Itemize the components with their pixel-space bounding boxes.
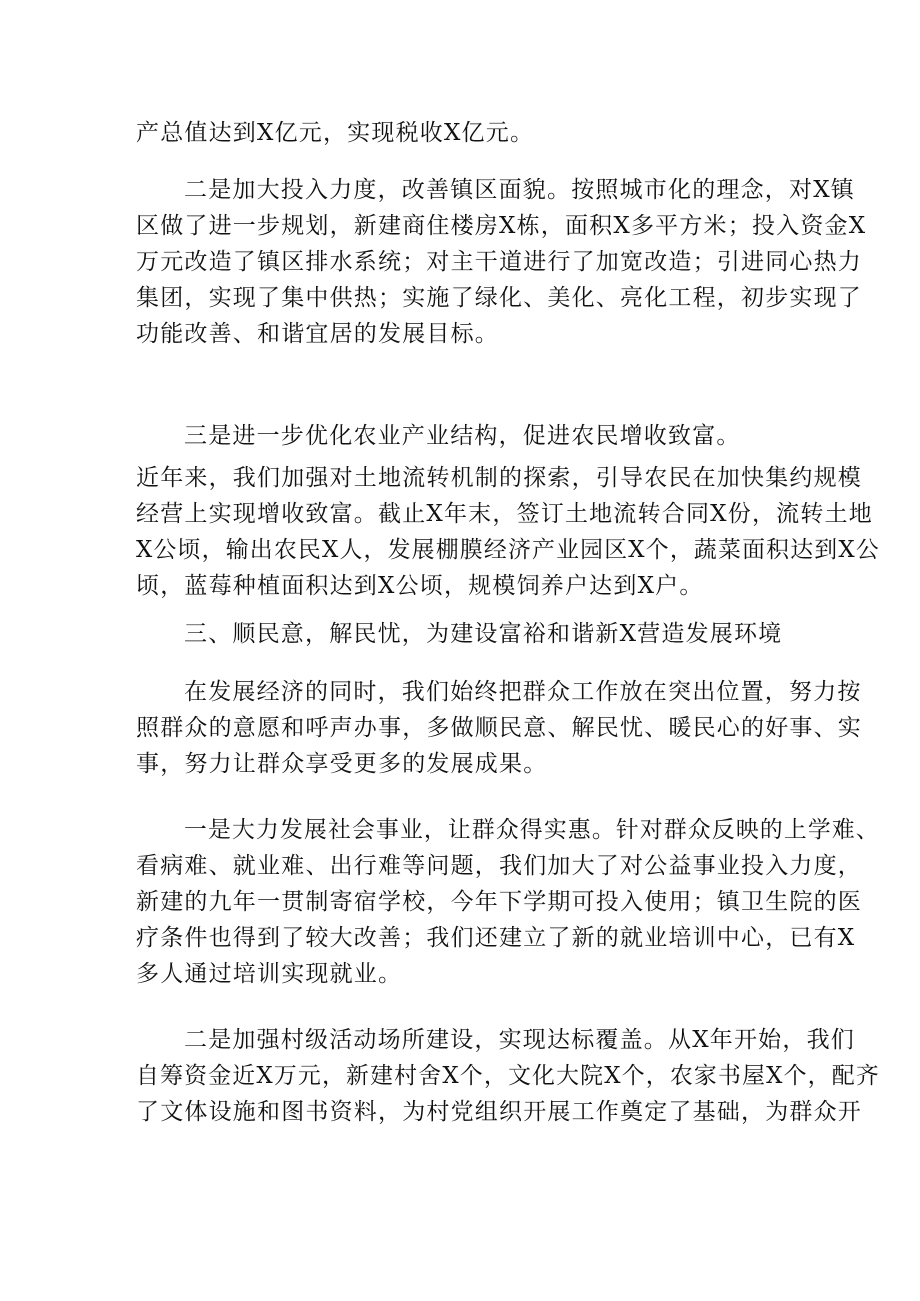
section-heading: 三、顺民意，解民忧，为建设富裕和谐新X营造发展环境 <box>184 621 783 647</box>
text-line: 了文体设施和图书资料，为村党组织开展工作奠定了基础，为群众开 <box>136 1099 862 1125</box>
text-line: 疗条件也得到了较大改善；我们还建立了新的就业培训中心，已有X <box>136 925 856 951</box>
text-line: X公顷，输出农民X人，发展棚膜经济产业园区X个，蔬菜面积达到X公 <box>136 537 880 563</box>
text-line: 多人通过培训实现就业。 <box>136 961 403 987</box>
text-line: 二是加强村级活动场所建设，实现达标覆盖。从X年开始，我们 <box>184 1027 855 1053</box>
text-line: 顷，蓝莓种植面积达到X公顷，规模饲养户达到X户。 <box>136 573 704 599</box>
text-line: 一是大力发展社会事业，让群众得实惠。针对群众反映的上学难、 <box>184 817 880 843</box>
text-line: 三是进一步优化农业产业结构，促进农民增收致富。 <box>184 423 741 449</box>
text-line: 集团，实现了集中供热；实施了绿化、美化、亮化工程，初步实现了 <box>136 285 862 311</box>
text-line: 近年来，我们加强对土地流转机制的探索，引导农民在加快集约规模 <box>136 465 862 491</box>
text-line: 万元改造了镇区排水系统；对主干道进行了加宽改造；引进同心热力 <box>136 249 862 275</box>
text-line: 照群众的意愿和呼声办事，多做顺民意、解民忧、暖民心的好事、实 <box>136 715 862 741</box>
text-line: 经营上实现增收致富。截止X年末，签订土地流转合同X份，流转土地 <box>136 501 873 527</box>
text-line: 功能改善、和谐宜居的发展目标。 <box>136 321 499 347</box>
text-line: 新建的九年一贯制寄宿学校，今年下学期可投入使用；镇卫生院的医 <box>136 889 862 915</box>
text-line: 事，努力让群众享受更多的发展成果。 <box>136 751 548 777</box>
text-line: 自筹资金近X万元，新建村舍X个，文化大院X个，农家书屋X个，配齐 <box>136 1063 880 1089</box>
text-line: 看病难、就业难、出行难等问题，我们加大了对公益事业投入力度， <box>136 853 862 879</box>
text-line: 区做了进一步规划，新建商住楼房X栋，面积X多平方米；投入资金X <box>136 213 867 239</box>
text-line: 在发展经济的同时，我们始终把群众工作放在突出位置，努力按 <box>184 679 862 705</box>
text-line: 产总值达到X亿元，实现税收X亿元。 <box>136 120 535 146</box>
text-line: 二是加大投入力度，改善镇区面貌。按照城市化的理念，对X镇 <box>184 177 855 203</box>
